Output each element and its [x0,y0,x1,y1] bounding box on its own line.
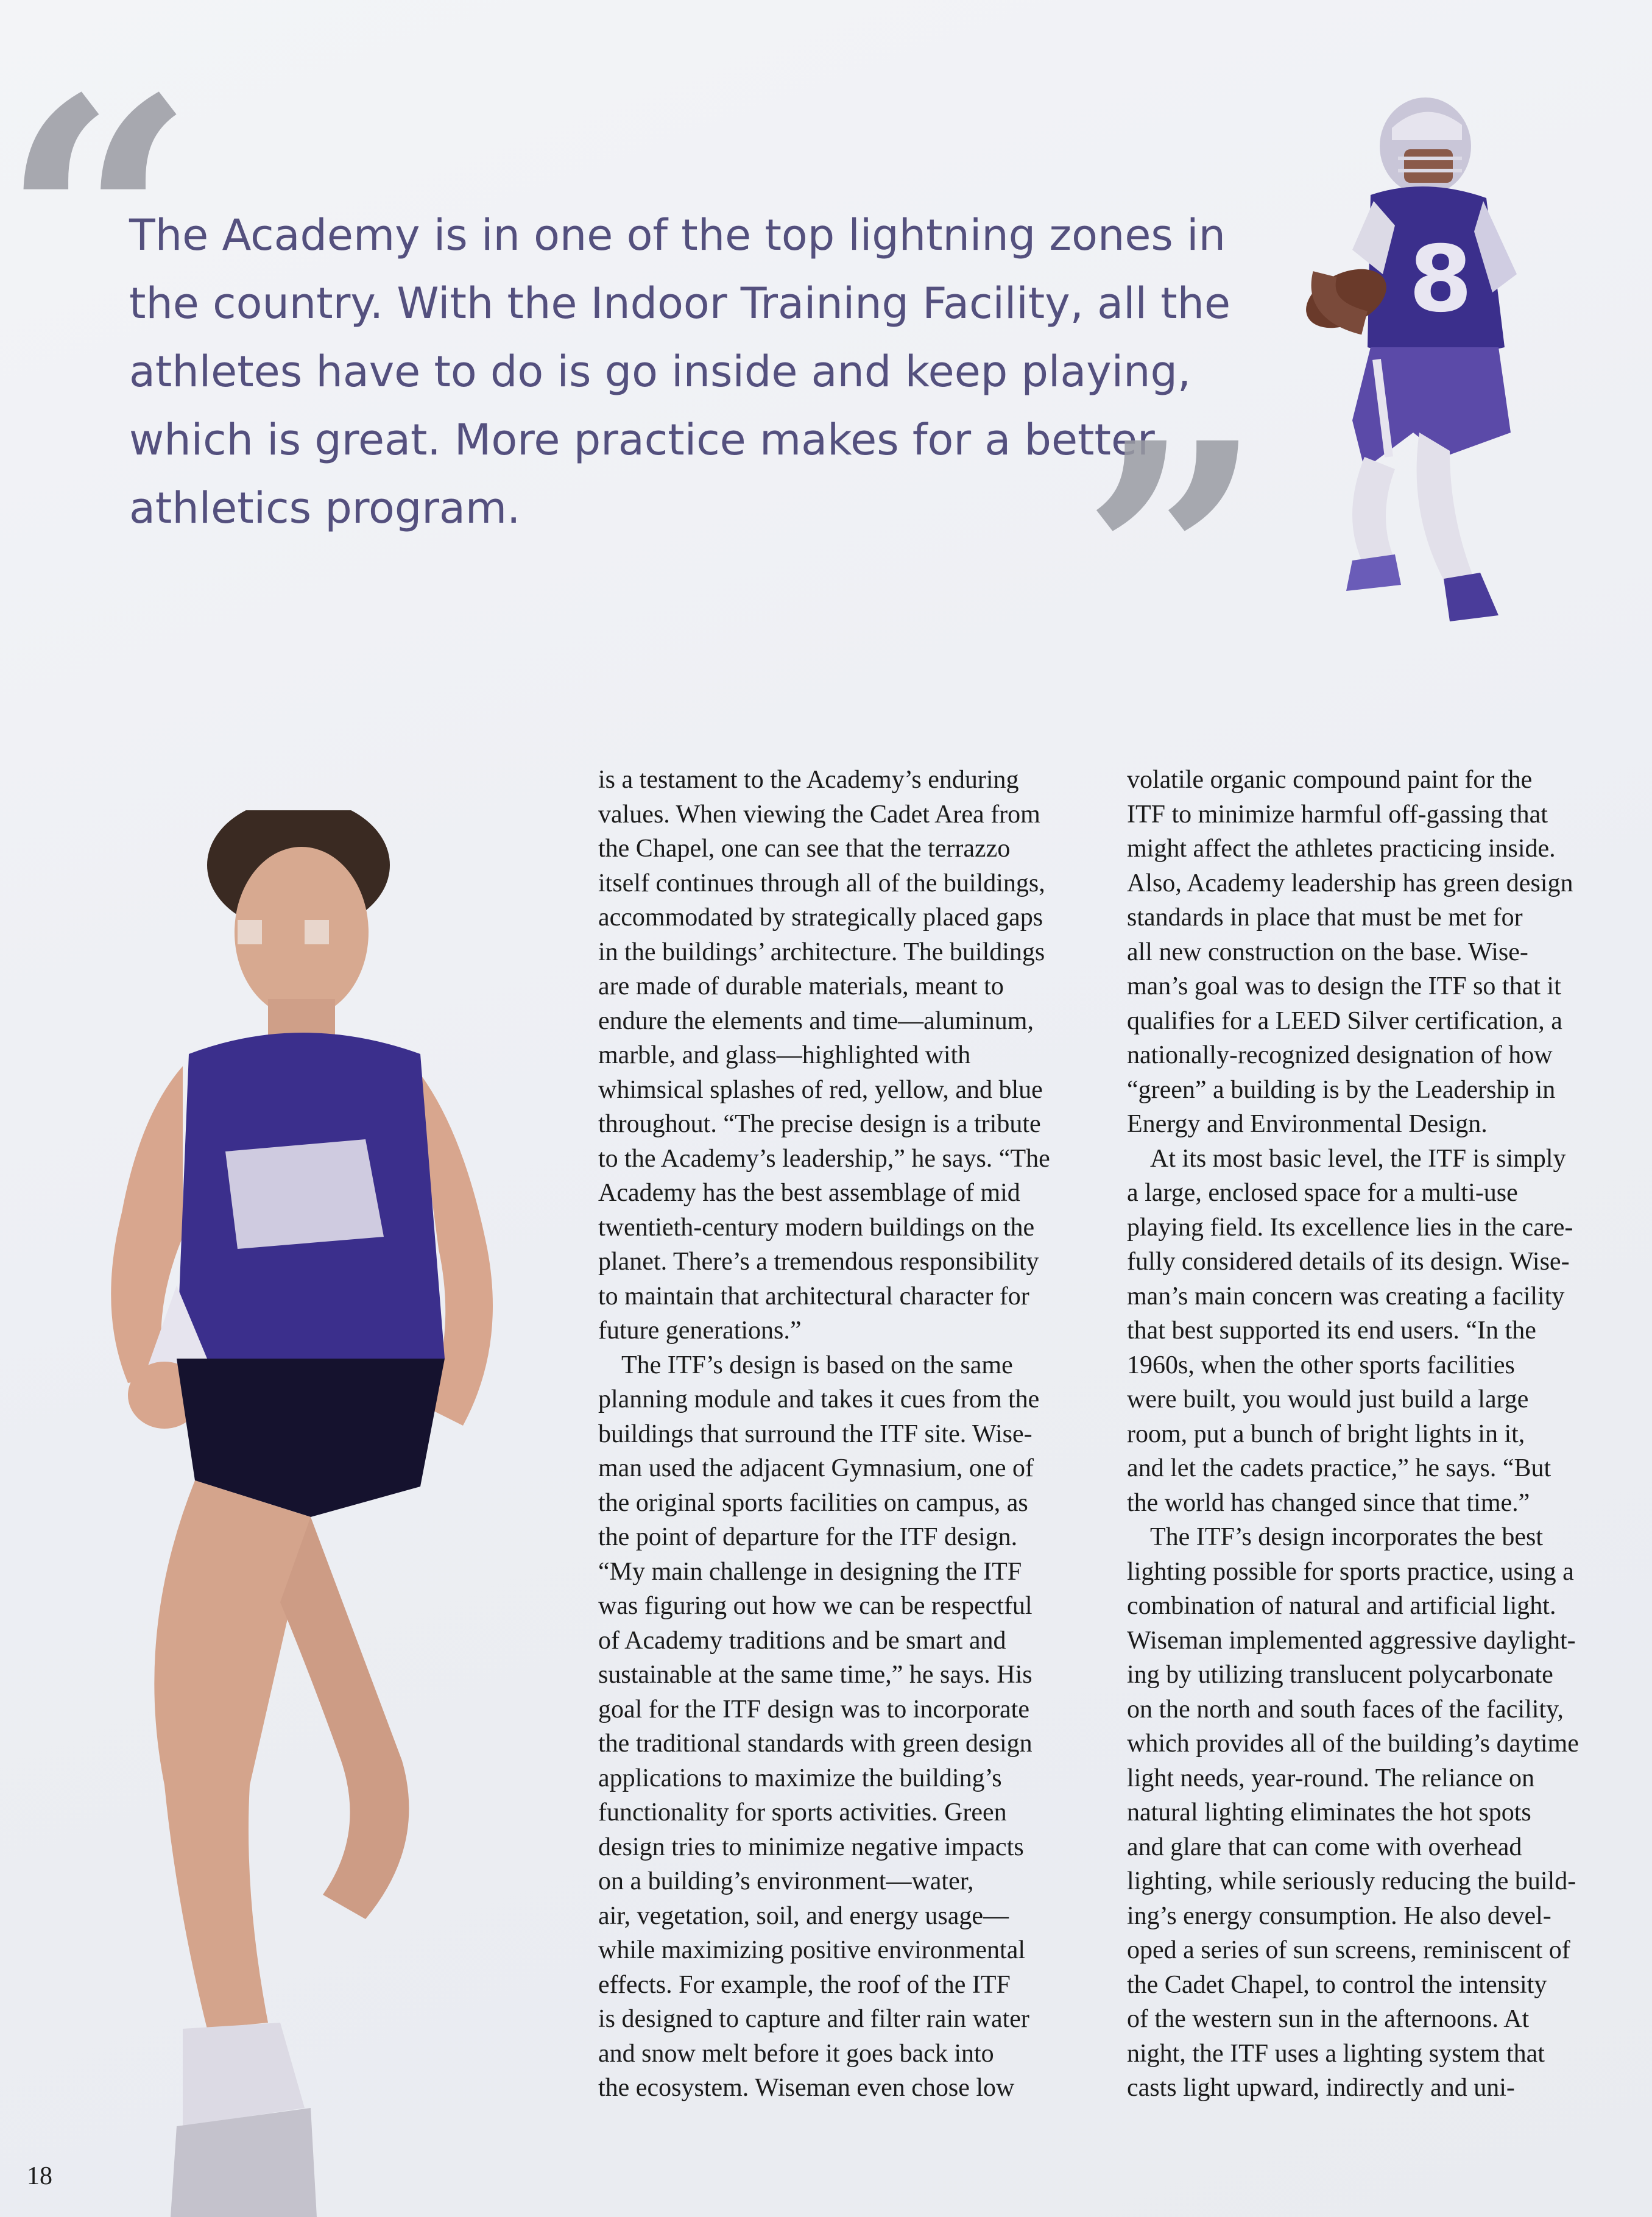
body-line: room, put a bunch of bright lights in it, [1127,1420,1525,1448]
body-line: Wiseman implemented aggressive daylight- [1127,1626,1576,1655]
body-line: throughout. “The precise design is a tribute [598,1110,1041,1138]
body-line: values. When viewing the Cadet Area from [598,800,1040,829]
body-line: planet. There’s a tremendous responsibility [598,1248,1039,1276]
pull-quote-line: athletics program. [129,483,521,533]
body-line: to maintain that architectural character for [598,1282,1029,1310]
body-line: combination of natural and artificial light. [1127,1592,1556,1620]
body-line: effects. For example, the roof of the ITF [598,1970,1011,1999]
body-line: on the north and south faces of the facility, [1127,1695,1564,1724]
body-line: to the Academy’s leadership,” he says. “The [598,1144,1050,1173]
pull-quote-line: the country. With the Indoor Training Facility, all the [129,278,1231,328]
pull-quote-line: which is great. More practice makes for a better [129,415,1155,465]
body-line: standards in place that must be met for [1127,903,1523,932]
body-line: man’s main concern was creating a facility [1127,1282,1565,1310]
body-line: is a testament to the Academy’s enduring [598,766,1019,794]
body-line: light needs, year-round. The reliance on [1127,1764,1534,1792]
body-line: while maximizing positive environmental [598,1936,1026,1964]
body-line: which provides all of the building’s daytime [1127,1730,1579,1758]
body-line: nationally-recognized designation of how [1127,1041,1553,1069]
body-line: twentieth-century modern buildings on the [598,1213,1035,1242]
body-line: “My main challenge in designing the ITF [598,1557,1022,1586]
body-line: planning module and takes it cues from the [598,1385,1040,1413]
body-line: fully considered details of its design. Wise- [1127,1248,1570,1276]
body-line: the Cadet Chapel, to control the intensity [1127,1970,1547,1999]
open-quote-mark: “ [0,25,172,426]
article-column-2 [1127,763,1608,2106]
body-line: the point of departure for the ITF design. [598,1523,1018,1551]
body-line: the original sports facilities on campus, as [598,1488,1028,1517]
body-line: 1960s, when the other sports facilities [1127,1351,1515,1379]
body-line: Also, Academy leadership has green design [1127,869,1573,897]
body-line: ITF to minimize harmful off-gassing that [1127,800,1548,829]
body-line: playing field. Its excellence lies in the care- [1127,1213,1573,1242]
body-line: Energy and Environmental Design. [1127,1110,1488,1138]
body-line: “green” a building is by the Leadership in [1127,1075,1556,1104]
body-line: oped a series of sun screens, reminiscent of [1127,1936,1570,1964]
body-line: were built, you would just build a large [1127,1385,1529,1413]
body-line: qualifies for a LEED Silver certification, a [1127,1006,1562,1035]
body-line: lighting possible for sports practice, using a [1127,1557,1574,1586]
body-line: that best supported its end users. “In the [1127,1317,1536,1345]
body-line: is designed to capture and filter rain water [598,2005,1029,2033]
body-line: the ecosystem. Wiseman even chose low [598,2074,1015,2102]
page-number: 18 [27,2162,52,2190]
body-line: the world has changed since that time.” [1127,1488,1530,1517]
body-line: buildings that surround the ITF site. Wise- [598,1420,1032,1448]
body-line: and glare that can come with overhead [1127,1833,1522,1861]
body-line: accommodated by strategically placed gaps [598,903,1043,932]
body-line: design tries to minimize negative impacts [598,1833,1024,1861]
runner-photo [24,810,597,2217]
body-line: natural lighting eliminates the hot spots [1127,1798,1531,1826]
body-line: man used the adjacent Gymnasium, one of [598,1454,1034,1482]
body-line: whimsical splashes of red, yellow, and blue [598,1075,1043,1104]
body-line: casts light upward, indirectly and uni- [1127,2074,1515,2102]
article-column-1 [598,763,1079,2106]
body-line: on a building’s environment—water, [598,1867,974,1895]
body-line: the traditional standards with green design [598,1730,1032,1758]
body-line: ing by utilizing translucent polycarbonate [1127,1661,1553,1689]
body-line: was figuring out how we can be respectful [598,1592,1032,1620]
body-line: man’s goal was to design the ITF so that it [1127,972,1561,1000]
body-line: all new construction on the base. Wise- [1127,938,1528,966]
body-line: in the buildings’ architecture. The buildings [598,938,1045,966]
body-line: and snow melt before it goes back into [598,2039,994,2068]
body-line: itself continues through all of the buildings, [598,869,1045,897]
body-line: air, vegetation, soil, and energy usage— [598,1901,1009,1930]
body-line: the Chapel, one can see that the terrazzo [598,835,1011,863]
body-line: and let the cadets practice,” he says. “But [1127,1454,1551,1482]
body-line: are made of durable materials, meant to [598,972,1004,1000]
body-line: a large, enclosed space for a multi-use [1127,1179,1518,1207]
jersey-number: 8 [1408,227,1473,333]
body-line: goal for the ITF design was to incorporate [598,1695,1029,1724]
body-line: volatile organic compound paint for the [1127,766,1533,794]
pull-quote-line: The Academy is in one of the top lightning zones in [129,210,1226,260]
body-line: endure the elements and time—aluminum, [598,1006,1034,1035]
body-line: future generations.” [598,1317,802,1345]
body-line: Academy has the best assemblage of mid [598,1179,1020,1207]
body-line: The ITF’s design is based on the same [621,1351,1013,1379]
body-line: sustainable at the same time,” he says. His [598,1661,1032,1689]
body-line: of the western sun in the afternoons. At [1127,2005,1530,2033]
body-line: The ITF’s design incorporates the best [1150,1523,1544,1551]
body-line: At its most basic level, the ITF is simply [1150,1144,1566,1173]
body-line: marble, and glass—highlighted with [598,1041,971,1069]
pull-quote-line: athletes have to do is go inside and keep playing, [129,347,1191,397]
body-line: lighting, while seriously reducing the build- [1127,1867,1576,1895]
body-line: ing’s energy consumption. He also devel- [1127,1901,1551,1930]
body-line: of Academy traditions and be smart and [598,1626,1006,1655]
body-line: might affect the athletes practicing inside. [1127,835,1556,863]
close-quote-mark: ” [1081,374,1240,746]
body-line: night, the ITF uses a lighting system that [1127,2039,1545,2068]
football-player-photo [1267,91,1584,652]
body-line: functionality for sports activities. Green [598,1798,1007,1826]
body-line: applications to maximize the building’s [598,1764,1002,1792]
